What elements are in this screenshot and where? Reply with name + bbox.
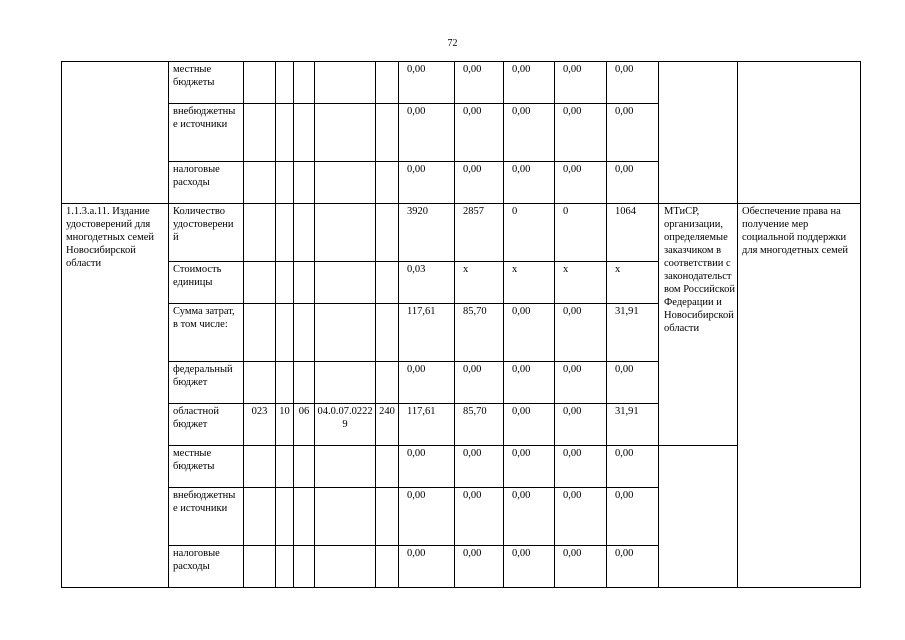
value-cell: 0,00 [607, 104, 659, 162]
row-label: внебюджетные источники [169, 104, 244, 162]
grbs-code: 023 [244, 404, 276, 446]
executor-empty [659, 446, 738, 588]
value-cell: 0,00 [607, 446, 659, 488]
value-cell: 0,00 [504, 62, 555, 104]
pr-code: 06 [294, 404, 315, 446]
table-row [62, 62, 861, 104]
row-label: Стоимость единицы [169, 262, 244, 304]
value-cell: 0,00 [555, 446, 607, 488]
value-cell: 0,00 [607, 62, 659, 104]
value-cell: 0 [555, 204, 607, 262]
expected-result: Обеспечение права на получение мер социальной поддержки для многодетных семей [738, 204, 861, 588]
row-label: местные бюджеты [169, 62, 244, 104]
value-cell: 31,91 [607, 304, 659, 362]
row-label: областной бюджет [169, 404, 244, 446]
value-cell: 0,00 [399, 546, 455, 588]
value-cell: 0,00 [555, 546, 607, 588]
value-cell: 0,00 [399, 362, 455, 404]
value-cell: 3920 [399, 204, 455, 262]
value-cell: 0,00 [555, 362, 607, 404]
value-cell: x [504, 262, 555, 304]
row-label: федеральный бюджет [169, 362, 244, 404]
value-cell: 0,00 [555, 404, 607, 446]
value-cell: 0,00 [555, 104, 607, 162]
value-cell: 0,00 [555, 62, 607, 104]
value-cell: 0,00 [504, 404, 555, 446]
value-cell: 0,00 [555, 162, 607, 204]
value-cell: 0,00 [455, 546, 504, 588]
row-label: налоговые расходы [169, 162, 244, 204]
value-cell: 0,00 [504, 104, 555, 162]
value-cell: 0,00 [504, 446, 555, 488]
value-cell: 0,00 [607, 362, 659, 404]
value-cell: 0,00 [455, 162, 504, 204]
value-cell: 117,61 [399, 304, 455, 362]
value-cell: 0,00 [399, 446, 455, 488]
value-cell: 0,00 [399, 62, 455, 104]
value-cell: 0 [504, 204, 555, 262]
value-cell: 0,00 [607, 488, 659, 546]
row-label: налоговые расходы [169, 546, 244, 588]
value-cell: 0,00 [455, 488, 504, 546]
row-label: Количество удостоверений [169, 204, 244, 262]
value-cell: 0,00 [455, 104, 504, 162]
row-label: Сумма затрат, в том числе: [169, 304, 244, 362]
value-cell: 0,00 [555, 488, 607, 546]
value-cell: 0,00 [504, 304, 555, 362]
value-cell: x [455, 262, 504, 304]
value-cell: 117,61 [399, 404, 455, 446]
value-cell: 0,03 [399, 262, 455, 304]
value-cell: 85,70 [455, 404, 504, 446]
value-cell: 0,00 [455, 62, 504, 104]
vr-code: 240 [376, 404, 399, 446]
value-cell: 0,00 [504, 488, 555, 546]
csr-code: 04.0.07.02229 [315, 404, 376, 446]
executor: МТиСР, организации, определяемые заказчиком в соответствии с законодательством Российской Федерации и Новосибирской области [659, 204, 738, 446]
value-cell: 0,00 [455, 362, 504, 404]
row-label: местные бюджеты [169, 446, 244, 488]
program-table [61, 61, 861, 588]
value-cell: 31,91 [607, 404, 659, 446]
measure-cell-cont [62, 62, 169, 204]
value-cell: 85,70 [455, 304, 504, 362]
executor-cell-cont [659, 62, 738, 204]
value-cell: x [555, 262, 607, 304]
value-cell: 0,00 [607, 162, 659, 204]
page-number: 72 [447, 38, 458, 49]
row-label: внебюджетные источники [169, 488, 244, 546]
result-cell-cont [738, 62, 861, 204]
value-cell: x [607, 262, 659, 304]
measure-name: 1.1.3.а.11. Издание удостоверений для многодетных семей Новосибирской области [62, 204, 169, 588]
value-cell: 0,00 [504, 162, 555, 204]
value-cell: 0,00 [607, 546, 659, 588]
value-cell: 0,00 [399, 104, 455, 162]
rz-code: 10 [276, 404, 294, 446]
value-cell: 0,00 [555, 304, 607, 362]
value-cell: 0,00 [504, 362, 555, 404]
value-cell: 0,00 [399, 488, 455, 546]
table-row [62, 204, 861, 262]
value-cell: 0,00 [399, 162, 455, 204]
value-cell: 2857 [455, 204, 504, 262]
value-cell: 1064 [607, 204, 659, 262]
value-cell: 0,00 [455, 446, 504, 488]
value-cell: 0,00 [504, 546, 555, 588]
